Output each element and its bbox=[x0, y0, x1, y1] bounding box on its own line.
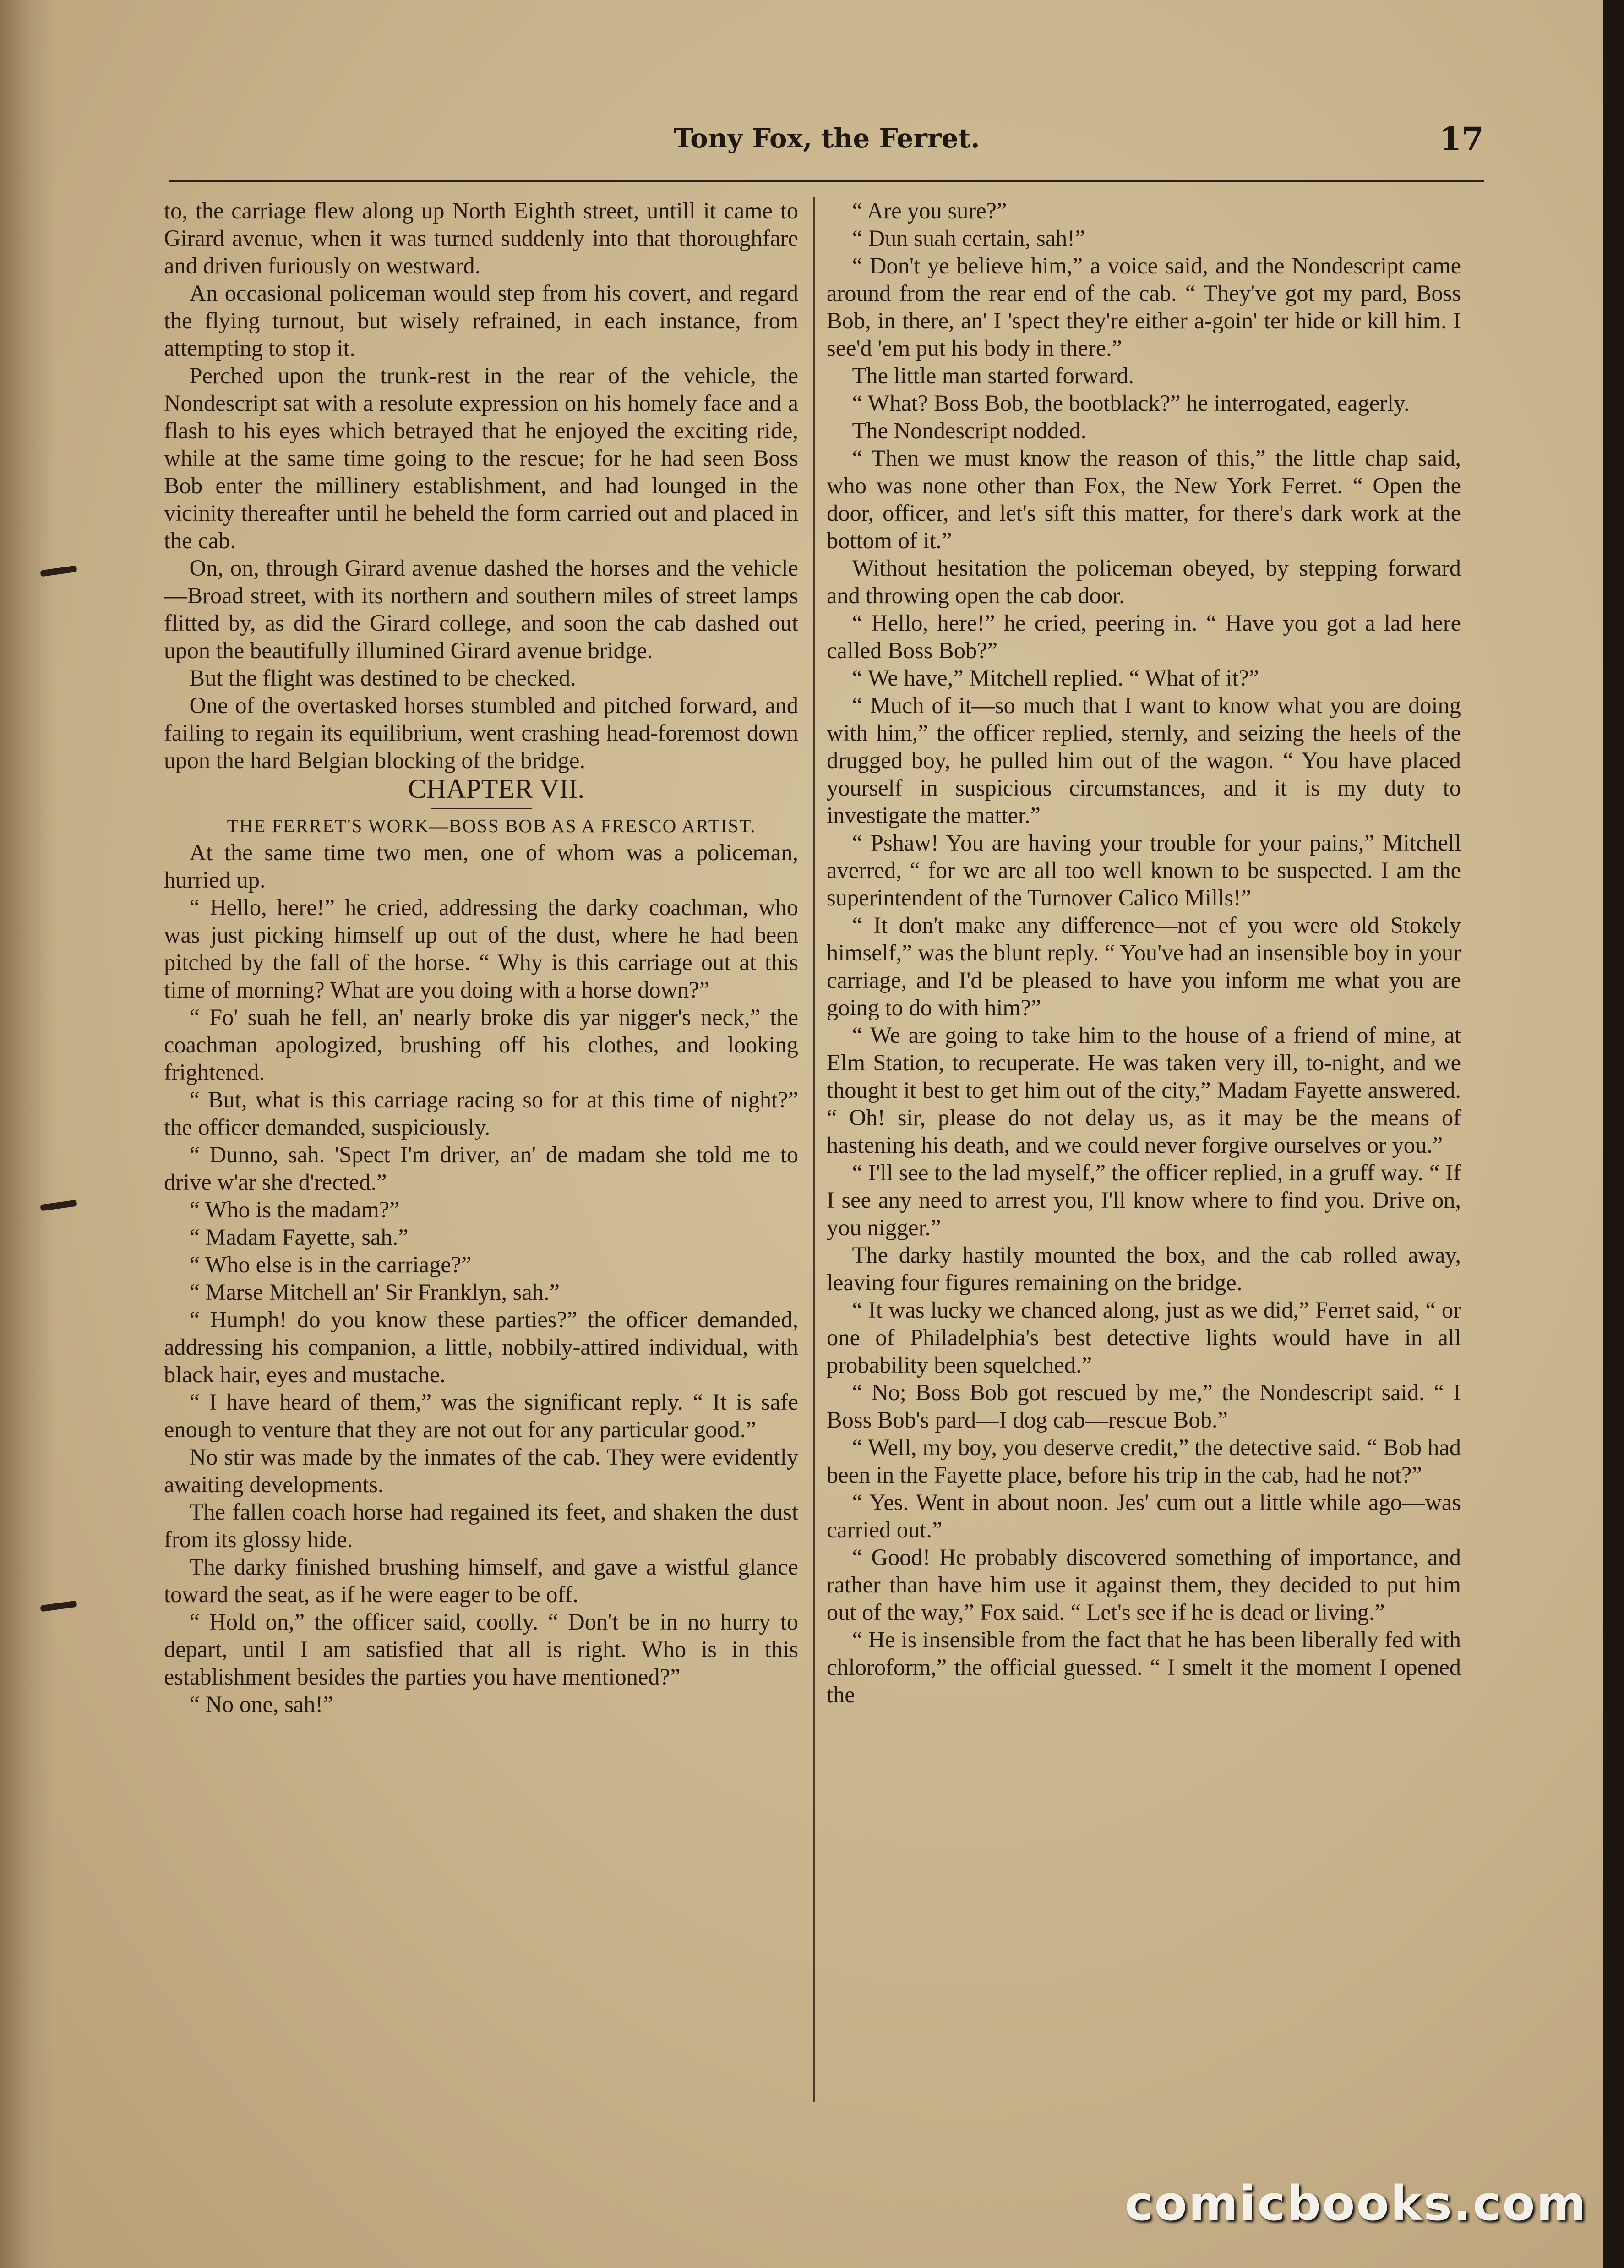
paragraph: No stir was made by the inmates of the cab. They were evidently awaiting developments. bbox=[164, 1444, 798, 1497]
paragraph: “ It don't make any difference—not ef you were old Stokely himself,” was the blunt reply. “ You've had an insensible boy in your carriage, and I'd be pleased to have you inform me what you are going to do with him?” bbox=[827, 912, 1461, 1020]
paragraph: “ We are going to take him to the house of a friend of mine, at Elm Station, to recuperate. He was taken very ill, to-night, and we thought it best to get him out of the city,” Madam Fayette answered. “ Oh! sir, please do not delay us, as it may be the means of hastening his death, and we could never forgive ourselves or you.” bbox=[827, 1022, 1461, 1158]
paragraph: “ Pshaw! You are having your trouble for your pains,” Mitchell averred, “ for we are all too well known to be suspected. I am the superintendent of the Turnover Calico Mills!” bbox=[827, 830, 1461, 910]
paragraph: “ Hold on,” the officer said, coolly. “ Don't be in no hurry to depart, until I am satisfied that all is right. Who is in this establishment besides the parties you have mentioned?” bbox=[164, 1609, 798, 1690]
paragraph: “ I'll see to the lad myself,” the officer replied, in a gruff way. “ If I see any need to arrest you, I'll know where to find you. Drive on, you nigger.” bbox=[827, 1160, 1461, 1240]
paragraph: “ What? Boss Bob, the bootblack?” he interrogated, eagerly. bbox=[852, 390, 1410, 416]
paragraph: The Nondescript nodded. bbox=[852, 418, 1087, 443]
right-column bbox=[827, 197, 1461, 2102]
paragraph: “ Marse Mitchell an' Sir Franklyn, sah.” bbox=[189, 1279, 560, 1305]
paragraph: “ I have heard of them,” was the significant reply. “ It is safe enough to venture that they are not out for any particular good.” bbox=[164, 1389, 798, 1442]
paragraph: “ Dunno, sah. 'Spect I'm driver, an' de madam she told me to drive w'ar she d'rected.” bbox=[164, 1142, 798, 1195]
chapter-rule bbox=[431, 808, 532, 809]
paragraph: “ He is insensible from the fact that he has been liberally fed with chloroform,” the official guessed. “ I smelt it the moment I opened the bbox=[827, 1627, 1461, 1707]
running-header bbox=[169, 120, 1484, 182]
paragraph: “ Dun suah certain, sah!” bbox=[852, 225, 1085, 251]
paragraph: “ Who is the madam?” bbox=[189, 1197, 400, 1222]
paragraph: “ But, what is this carriage racing so for at this time of night?” the officer demanded, suspiciously. bbox=[164, 1087, 798, 1140]
chapter-subtitle: THE FERRET'S WORK—BOSS BOB AS A FRESCO ARTIST. bbox=[227, 815, 756, 836]
paragraph: The darky hastily mounted the box, and the cab rolled away, leaving four figures remaining on the bridge. bbox=[827, 1242, 1461, 1295]
header-rule bbox=[169, 180, 1484, 182]
running-title: Tony Fox, the Ferret. bbox=[673, 123, 980, 154]
paragraph: “ Good! He probably discovered something of importance, and rather than have him use it against them, they decided to put him out of the way,” Fox said. “ Let's see if he is dead or living.” bbox=[827, 1544, 1461, 1625]
paragraph: The fallen coach horse had regained its feet, and shaken the dust from its glossy hide. bbox=[164, 1499, 798, 1552]
paragraph: An occasional policeman would step from his covert, and regard the flying turnout, but wisely refrained, in each instance, from attempting to stop it. bbox=[164, 280, 798, 361]
paragraph: The little man started forward. bbox=[852, 363, 1134, 388]
paragraph: “ Humph! do you know these parties?” the officer demanded, addressing his companion, a little, nobbily-attired individual, with black hair, eyes and mustache. bbox=[164, 1307, 798, 1387]
paragraph: to, the carriage flew along up North Eighth street, untill it came to Girard avenue, when it was turned suddenly into that thoroughfare and driven furiously on westward. bbox=[164, 198, 798, 278]
paragraph: “ Yes. Went in about noon. Jes' cum out a little while ago—was carried out.” bbox=[827, 1489, 1461, 1543]
page-number: 17 bbox=[1439, 120, 1484, 158]
paragraph: “ No; Boss Bob got rescued by me,” the Nondescript said. “ I Boss Bob's pard—I dog cab—rescue Bob.” bbox=[827, 1379, 1461, 1433]
paragraph: “ Don't ye believe him,” a voice said, and the Nondescript came around from the rear end of the cab. “ They've got my pard, Boss Bob, in there, an' I 'spect they're either a-goin' ter hide or kill him. I see'd 'em put his body in there.” bbox=[827, 253, 1461, 361]
paragraph: “ Fo' suah he fell, an' nearly broke dis yar nigger's neck,” the coachman apologized, brushing off his clothes, and looking frightened. bbox=[164, 1004, 798, 1085]
paragraph: “ Then we must know the reason of this,” the little chap said, who was none other than Fox, the New York Ferret. “ Open the door, officer, and let's sift this matter, for there's dark work at the bottom of it.” bbox=[827, 445, 1461, 553]
paragraph: “ No one, sah!” bbox=[189, 1691, 333, 1717]
paragraph: But the flight was destined to be checked. bbox=[189, 665, 576, 691]
paragraph: “ We have,” Mitchell replied. “ What of it?” bbox=[852, 665, 1259, 691]
paragraph: “ Hello, here!” he cried, peering in. “ Have you got a lad here called Boss Bob?” bbox=[827, 610, 1461, 663]
paragraph: “ Well, my boy, you deserve credit,” the detective said. “ Bob had been in the Fayette place, before his trip in the cab, had he not?” bbox=[827, 1434, 1461, 1488]
paragraph: “ Who else is in the carriage?” bbox=[189, 1252, 472, 1277]
paragraph: “ Madam Fayette, sah.” bbox=[189, 1224, 409, 1250]
paragraph: The darky finished brushing himself, and gave a wistful glance toward the seat, as if he were eager to be off. bbox=[164, 1554, 798, 1607]
paragraph: One of the overtasked horses stumbled and pitched forward, and failing to regain its equilibrium, went crashing head-foremost down upon the hard Belgian blocking of the bridge. bbox=[164, 692, 798, 773]
column-divider bbox=[813, 197, 815, 2102]
paragraph: “ It was lucky we chanced along, just as we did,” Ferret said, “ or one of Philadelphia's best detective lights would have in all probability been squelched.” bbox=[827, 1297, 1461, 1378]
paragraph: Perched upon the trunk-rest in the rear of the vehicle, the Nondescript sat with a resolute expression on his homely face and a flash to his eyes which betrayed that he enjoyed the exciting ride, while at the same time going to the rescue; for he had seen Boss Bob enter the millinery establishment, and had lounged in the vicinity thereafter until he beheld the form carried out and placed in the cab. bbox=[164, 363, 798, 553]
paragraph: “ Hello, here!” he cried, addressing the darky coachman, who was just picking himself up out of the dust, where he had been pitched by the fall of the horse. “ Why is this carriage out at this time of morning? What are you doing with a horse down?” bbox=[164, 894, 798, 1003]
paragraph: “ Are you sure?” bbox=[852, 198, 1007, 224]
paragraph: “ Much of it—so much that I want to know what you are doing with him,” the officer replied, sternly, and seizing the heels of the drugged boy, he pulled him out of the wagon. “ You have placed yourself in suspicious circumstances, and it is my duty to investigate the matter.” bbox=[827, 692, 1461, 828]
left-column bbox=[164, 197, 798, 2102]
chapter-title: CHAPTER VII. bbox=[408, 774, 585, 804]
paragraph: At the same time two men, one of whom was a policeman, hurried up. bbox=[164, 840, 798, 893]
watermark: comicbooks.com bbox=[1124, 2175, 1587, 2231]
binding-spine bbox=[0, 0, 55, 2268]
paragraph: Without hesitation the policeman obeyed, by stepping forward and throwing open the cab door. bbox=[827, 555, 1461, 608]
paragraph: On, on, through Girard avenue dashed the horses and the vehicle—Broad street, with its northern and southern miles of street lamps flitted by, as did the Girard college, and soon the cab dashed out upon the beautifully illumined Girard avenue bridge. bbox=[164, 555, 798, 663]
